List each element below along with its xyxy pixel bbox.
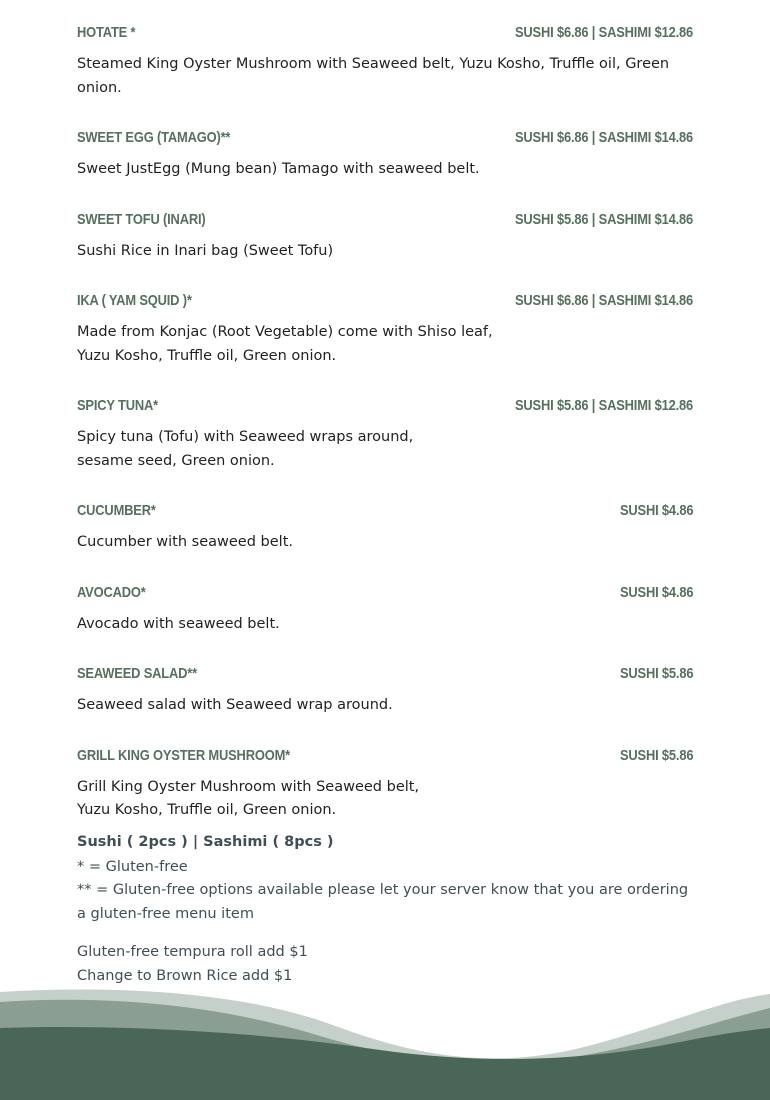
brown-rice-addon-note: Change to Brown Rice add $1: [77, 967, 293, 984]
item-description-line: Yuzu Kosho, Truffle oil, Green onion.: [77, 347, 337, 364]
item-description-line: Grill King Oyster Mushroom with Seaweed belt,: [77, 778, 420, 795]
item-description-line: Avocado with seaweed belt.: [77, 615, 280, 632]
menu-item: [77, 24, 693, 100]
item-description-line: Sushi Rice in Inari bag (Sweet Tofu): [77, 242, 334, 259]
menu-item-header: [77, 397, 693, 423]
menu-item: [77, 397, 693, 473]
item-description-line: Steamed King Oyster Mushroom with Seaweed belt, Yuzu Kosho, Truffle oil, Green onion.: [77, 56, 670, 96]
item-description-line: sesame seed, Green onion.: [77, 452, 275, 469]
item-name: SWEET EGG (TAMAGO)**: [77, 129, 231, 146]
notes-spacer: [77, 926, 697, 941]
menu-item-header: [77, 747, 693, 773]
item-price: SUSHI $5.86: [619, 746, 693, 764]
item-description: [77, 53, 693, 100]
item-name: IKA ( YAM SQUID )*: [77, 292, 192, 309]
item-description: [77, 158, 693, 182]
gluten-free-legend: * = Gluten-free: [77, 858, 188, 875]
menu-item-header: [77, 665, 693, 691]
item-description-line: Seaweed salad with Seaweed wrap around.: [77, 697, 393, 713]
item-description: [77, 426, 693, 473]
serving-size-note: Sushi ( 2pcs ) | Sashimi ( 8pcs ): [77, 834, 334, 850]
item-price: SUSHI $4.86: [619, 502, 693, 519]
menu-item-header: [77, 292, 693, 318]
gluten-free-options-legend: ** = Gluten-free options available please let your server know that you are ordering a gluten-free menu item: [77, 882, 689, 922]
menu-item: [77, 502, 693, 555]
item-description-line: Cucumber with seaweed belt.: [77, 534, 293, 550]
item-description: [77, 321, 693, 368]
item-description-line: Spicy tuna (Tofu) with Seaweed wraps around,: [77, 429, 414, 445]
menu-item-header: [77, 24, 693, 50]
menu-item: [77, 211, 693, 264]
item-description: [77, 531, 693, 555]
menu-item: [77, 747, 693, 823]
item-price: SUSHI $6.86 | SASHIMI $12.86: [514, 24, 693, 41]
item-name: HOTATE *: [77, 24, 136, 41]
item-description-line: Yuzu Kosho, Truffle oil, Green onion.: [77, 802, 337, 818]
menu-item: [77, 129, 693, 182]
item-price: SUSHI $5.86: [619, 665, 693, 682]
item-name: CUCUMBER*: [77, 502, 156, 519]
item-description: [77, 613, 693, 637]
item-description: [77, 776, 693, 823]
menu-item-header: [77, 502, 693, 528]
menu-item-header: [77, 211, 693, 237]
menu-list: [77, 24, 693, 852]
item-name: SPICY TUNA*: [77, 397, 159, 414]
item-description: [77, 240, 693, 264]
item-price: SUSHI $6.86 | SASHIMI $14.86: [514, 292, 693, 309]
item-description-line: Made from Konjac (Root Vegetable) come with Shiso leaf,: [77, 324, 493, 340]
item-price: SUSHI $4.86: [619, 583, 693, 601]
item-price: SUSHI $5.86 | SASHIMI $12.86: [514, 397, 693, 414]
decorative-waves: [0, 980, 770, 1100]
item-price: SUSHI $6.86 | SASHIMI $14.86: [514, 129, 693, 146]
menu-item-header: [77, 584, 693, 610]
item-description: [77, 694, 693, 718]
menu-item-header: [77, 129, 693, 155]
menu-item: [77, 584, 693, 637]
menu-item: [77, 292, 693, 368]
item-name: SWEET TOFU (INARI): [77, 210, 206, 228]
item-name: GRILL KING OYSTER MUSHROOM*: [77, 746, 290, 764]
item-price: SUSHI $5.86 | SASHIMI $14.86: [514, 210, 693, 228]
item-name: AVOCADO*: [77, 583, 146, 601]
item-name: SEAWEED SALAD**: [77, 665, 197, 682]
tempura-addon-note: Gluten-free tempura roll add $1: [77, 944, 308, 960]
menu-item: [77, 665, 693, 718]
item-description-line: Sweet JustEgg (Mung bean) Tamago with seaweed belt.: [77, 161, 480, 177]
menu-notes: [77, 831, 697, 988]
